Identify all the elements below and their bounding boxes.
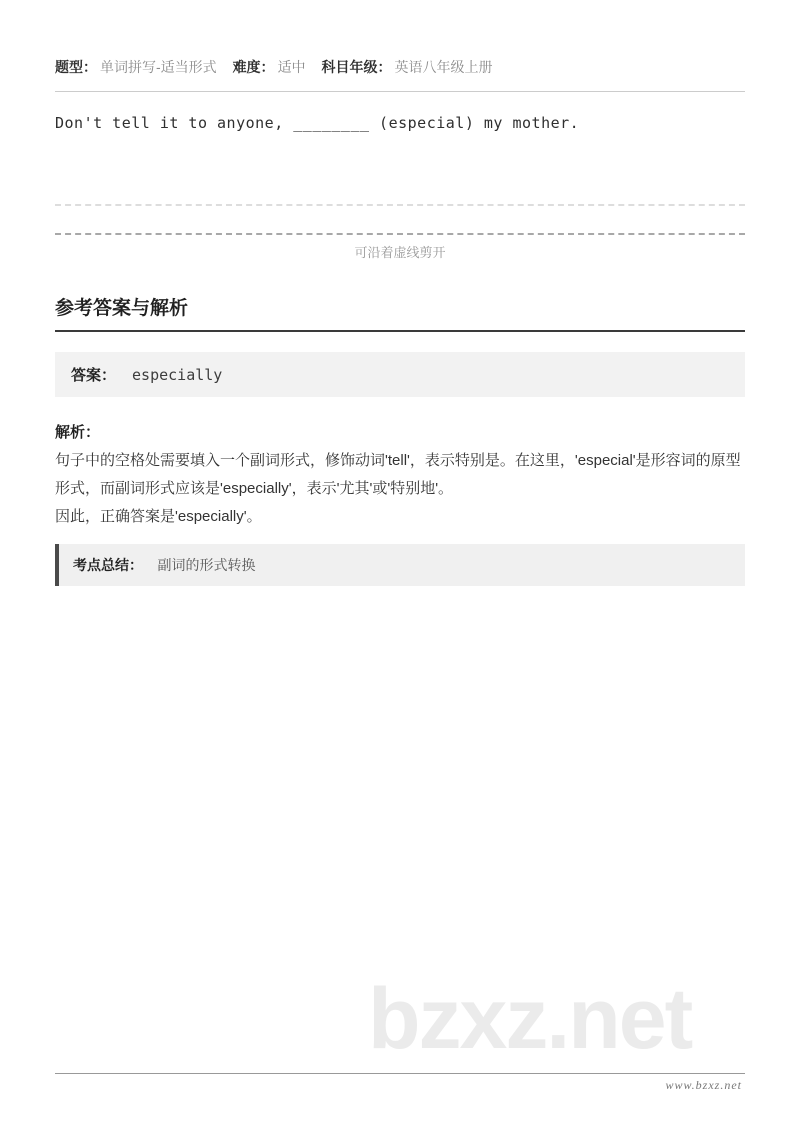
meta-label-type: 题型： <box>55 59 97 75</box>
answer-value: especially <box>132 366 223 384</box>
meta-field-type <box>55 59 217 75</box>
meta-label-difficulty: 难度： <box>232 59 275 75</box>
meta-field-grade <box>321 59 492 75</box>
analysis-label: 解析： <box>55 424 101 441</box>
cut-line-label: 可沿着虚线剪开 <box>354 245 446 260</box>
summary-label: 考点总结： <box>73 557 143 573</box>
answers-section-title: 参考答案与解析 <box>55 298 189 319</box>
page-content <box>55 0 745 586</box>
answers-section-divider <box>55 330 745 332</box>
dashed-cut-line <box>55 233 745 235</box>
footer-divider <box>55 1073 745 1074</box>
meta-value-difficulty: 适中 <box>277 59 306 75</box>
analysis-paragraph-1: 句子中的空格处需要填入一个副词形式，修饰动词'tell'，表示特别是。在这里，'especial'是形容词的原型形式，而副词形式应该是'especially'，表示'尤其'或'特别地'。 <box>55 452 741 497</box>
meta-field-difficulty <box>233 59 306 75</box>
meta-value-type: 单词拼写-适当形式 <box>100 59 217 75</box>
site-watermark: bzxz.net <box>368 971 692 1067</box>
analysis-paragraph-2: 因此，正确答案是'especially'。 <box>55 508 262 525</box>
answer-box <box>55 352 745 397</box>
question-text: Don't tell it to anyone, ________ (especial) my mother. <box>55 114 580 132</box>
meta-label-grade: 科目年级： <box>321 59 392 75</box>
summary-value: 副词的形式转换 <box>157 557 256 573</box>
answer-label: 答案： <box>71 367 117 384</box>
header-divider <box>55 91 745 92</box>
meta-value-grade: 英语八年级上册 <box>394 59 493 75</box>
key-point-summary-box <box>55 544 745 586</box>
footer-url: www.bzxz.net <box>665 1078 742 1092</box>
analysis-text <box>55 447 745 531</box>
dashed-line-light <box>55 204 745 206</box>
question-meta <box>55 0 745 76</box>
